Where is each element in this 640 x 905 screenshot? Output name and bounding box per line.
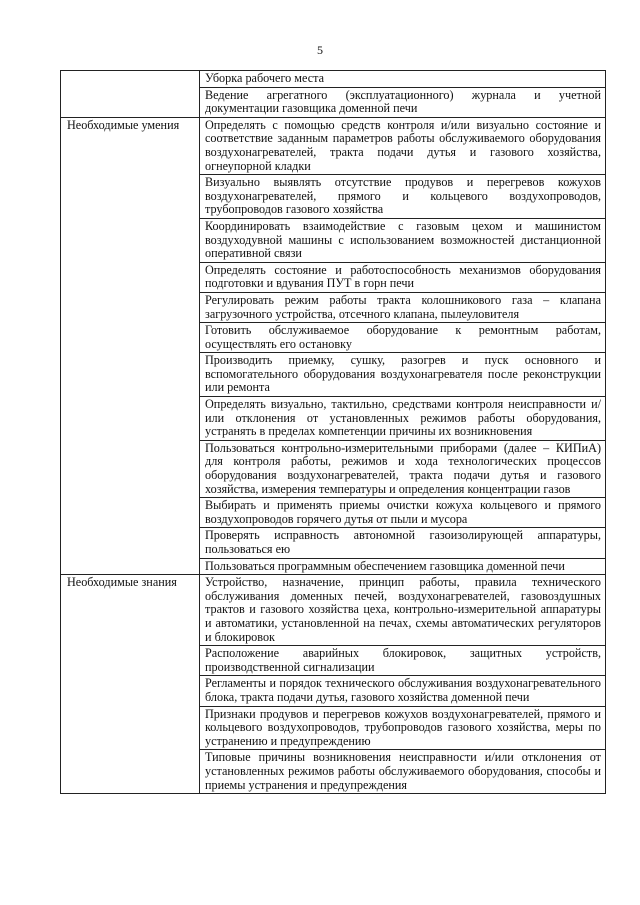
requirement-cell: Проверять исправность автономной газоизолирующей аппаратуры, пользоваться ею <box>200 528 606 558</box>
requirement-cell: Производить приемку, сушку, разогрев и пуск основного и вспомогательного оборудования воздухонагревателя после реконструкции или ремонта <box>200 353 606 397</box>
section-heading <box>61 71 200 118</box>
section-heading: Необходимые умения <box>61 117 200 574</box>
table-row <box>61 71 606 88</box>
requirement-cell: Пользоваться программным обеспечением газовщика доменной печи <box>200 558 606 575</box>
requirement-cell: Определять с помощью средств контроля и/или визуально состояние и соответствие заданным параметров работы обслуживаемого оборудования воздухонагревателей, тракта подачи дутья и газового хозяйства, огнеупорной кладки <box>200 117 606 174</box>
table-row <box>61 117 606 174</box>
requirement-cell: Определять визуально, тактильно, средствами контроля неисправности и/или отклонения от установленных режимов работы оборудования, устранять в пределах компетенции причины их возникновения <box>200 397 606 441</box>
page-number: 5 <box>317 43 323 57</box>
table-row <box>61 575 606 646</box>
requirement-cell: Регламенты и порядок технического обслуживания воздухонагревательного блока, тракта подачи дутья, газового хозяйства доменной печи <box>200 676 606 706</box>
requirement-cell: Ведение агрегатного (эксплуатационного) журнала и учетной документации газовщика доменной печи <box>200 87 606 117</box>
section-heading: Необходимые знания <box>61 575 200 794</box>
requirement-cell: Визуально выявлять отсутствие продувов и перегревов кожухов воздухонагревателей, прямого и кольцевого воздухопроводов, трубопроводов газового хозяйства <box>200 175 606 219</box>
requirement-cell: Устройство, назначение, принцип работы, правила технического обслуживания доменных печей, воздухонагревателей, газовоздушных трактов и газового хозяйства цеха, контрольно-измерительной аппаратуры и автоматики, установленной на печах, схемы автоматических регуляторов и блокировок <box>200 575 606 646</box>
requirement-cell: Признаки продувов и перегревов кожухов воздухонагревателей, прямого и кольцевого воздухопроводов, трубопроводов газового хозяйства, меры по устранению и предупреждению <box>200 706 606 750</box>
requirement-cell: Выбирать и применять приемы очистки кожуха кольцевого и прямого воздухопроводов горячего дутья от пыли и мусора <box>200 498 606 528</box>
requirement-cell: Пользоваться контрольно-измерительными приборами (далее – КИПиА) для контроля работы, режимов и хода технологических процессов оборудования воздухонагревателей, тракта подачи дутья и газового хозяйства, измерения температуры и определения концентрации газов <box>200 440 606 497</box>
competency-table <box>60 70 606 794</box>
requirement-cell: Регулировать режим работы тракта колошникового газа – клапана загрузочного устройства, отсечного клапана, пылеуловителя <box>200 292 606 322</box>
requirement-cell: Координировать взаимодействие с газовым цехом и машинистом воздуходувной машины с использованием возможностей дистанционной оперативной связи <box>200 218 606 262</box>
requirement-cell: Готовить обслуживаемое оборудование к ремонтным работам, осуществлять его остановку <box>200 323 606 353</box>
requirement-cell: Уборка рабочего места <box>200 71 606 88</box>
requirement-cell: Расположение аварийных блокировок, защитных устройств, производственной сигнализации <box>200 646 606 676</box>
requirement-cell: Типовые причины возникновения неисправности и/или отклонения от установленных режимов работы обслуживаемого оборудования, способы и приемы устранения и предупреждения <box>200 750 606 794</box>
requirement-cell: Определять состояние и работоспособность механизмов оборудования подготовки и вдувания ПУТ в горн печи <box>200 262 606 292</box>
